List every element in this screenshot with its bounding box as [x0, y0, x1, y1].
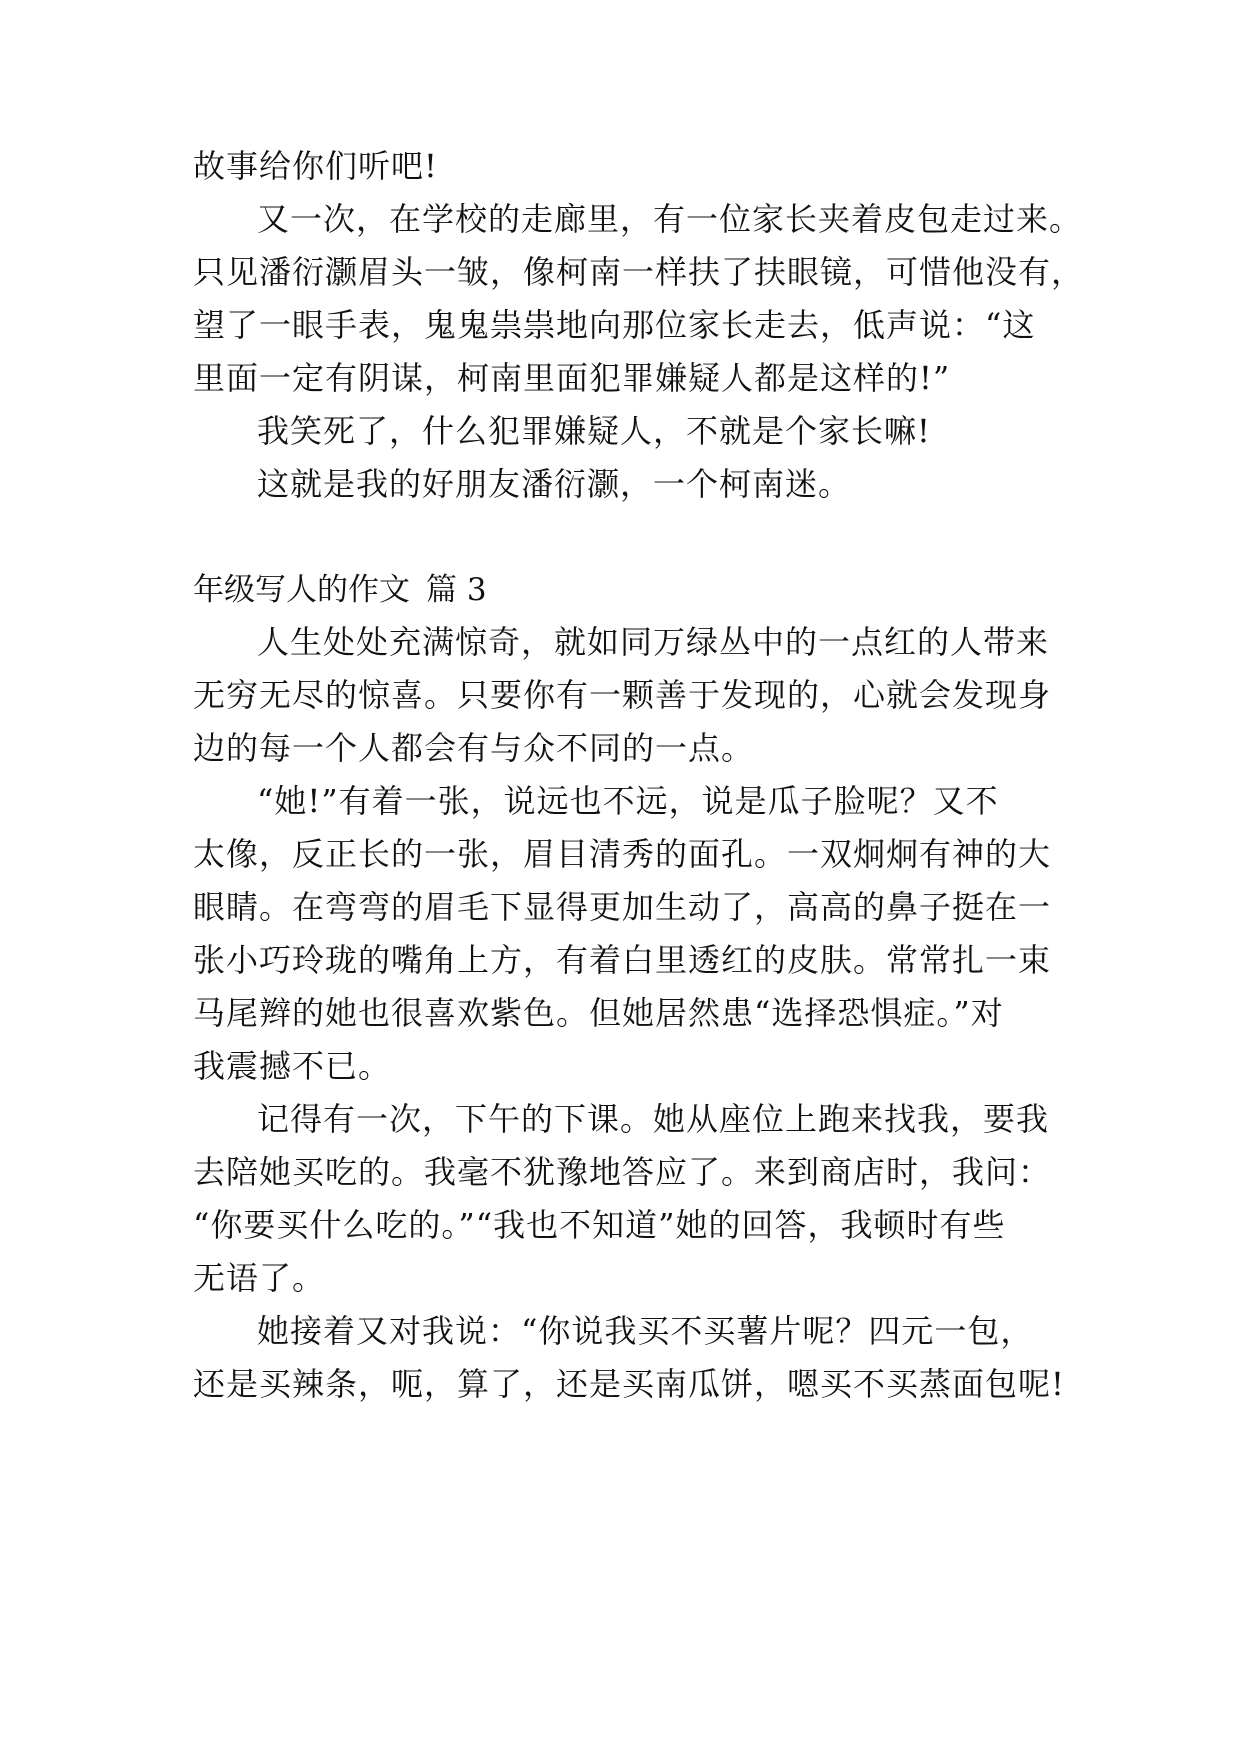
text-line: 眼睛。在弯弯的眉毛下显得更加生动了，高高的鼻子挺在一 [193, 888, 1052, 926]
text-line: 里面一定有阴谋，柯南里面犯罪嫌疑人都是这样的!” [193, 359, 951, 397]
text-line: 去陪她买吃的。我毫不犹豫地答应了。来到商店时，我问： [193, 1153, 1052, 1191]
paragraph-start-line: 她接着又对我说：“你说我买不买薯片呢？四元一包， [257, 1312, 1034, 1350]
paragraph-start-line: “她!”有着一张，说远也不远，说是瓜子脸呢？又不 [257, 782, 999, 820]
section-heading-number: 篇 3 [426, 572, 487, 608]
text-line: 故事给你们听吧! [193, 147, 438, 185]
text-line: 还是买辣条，呃，算了，还是买南瓜饼，嗯买不买蒸面包呢! [193, 1365, 1065, 1403]
text-line: 张小巧玲珑的嘴角上方，有着白里透红的皮肤。常常扎一束 [193, 941, 1052, 979]
text-line: 望了一眼手表，鬼鬼祟祟地向那位家长走去，低声说：“这 [193, 306, 1036, 344]
text-line: 马尾辫的她也很喜欢紫色。但她居然患“选择恐惧症。”对 [193, 994, 1004, 1032]
text-line: 太像，反正长的一张，眉目清秀的面孔。一双炯炯有神的大 [193, 835, 1052, 873]
paragraph-start-line: 我笑死了，什么犯罪嫌疑人，不就是个家长嘛! [257, 412, 931, 450]
paragraph-start-line: 又一次，在学校的走廊里，有一位家长夹着皮包走过来。 [257, 200, 1083, 238]
paragraph-start-line: 这就是我的好朋友潘衍灏，一个柯南迷。 [257, 465, 852, 503]
paragraph-start-line: 记得有一次，下午的下课。她从座位上跑来找我，要我 [257, 1100, 1050, 1138]
section-heading-title: 年级写人的作文 [193, 572, 410, 608]
text-line: 只见潘衍灏眉头一皱，像柯南一样扶了扶眼镜，可惜他没有， [193, 253, 1085, 291]
text-line: “你要买什么吃的。”“我也不知道”她的回答，我顿时有些 [193, 1206, 1006, 1244]
text-line: 无穷无尽的惊喜。只要你有一颗善于发现的，心就会发现身 [193, 676, 1052, 714]
text-line: 边的每一个人都会有与众不同的一点。 [193, 729, 755, 767]
section-heading [193, 570, 487, 610]
text-line: 无语了。 [193, 1259, 326, 1297]
text-line: 我震撼不已。 [193, 1047, 392, 1085]
paragraph-start-line: 人生处处充满惊奇，就如同万绿丛中的一点红的人带来 [257, 623, 1050, 661]
